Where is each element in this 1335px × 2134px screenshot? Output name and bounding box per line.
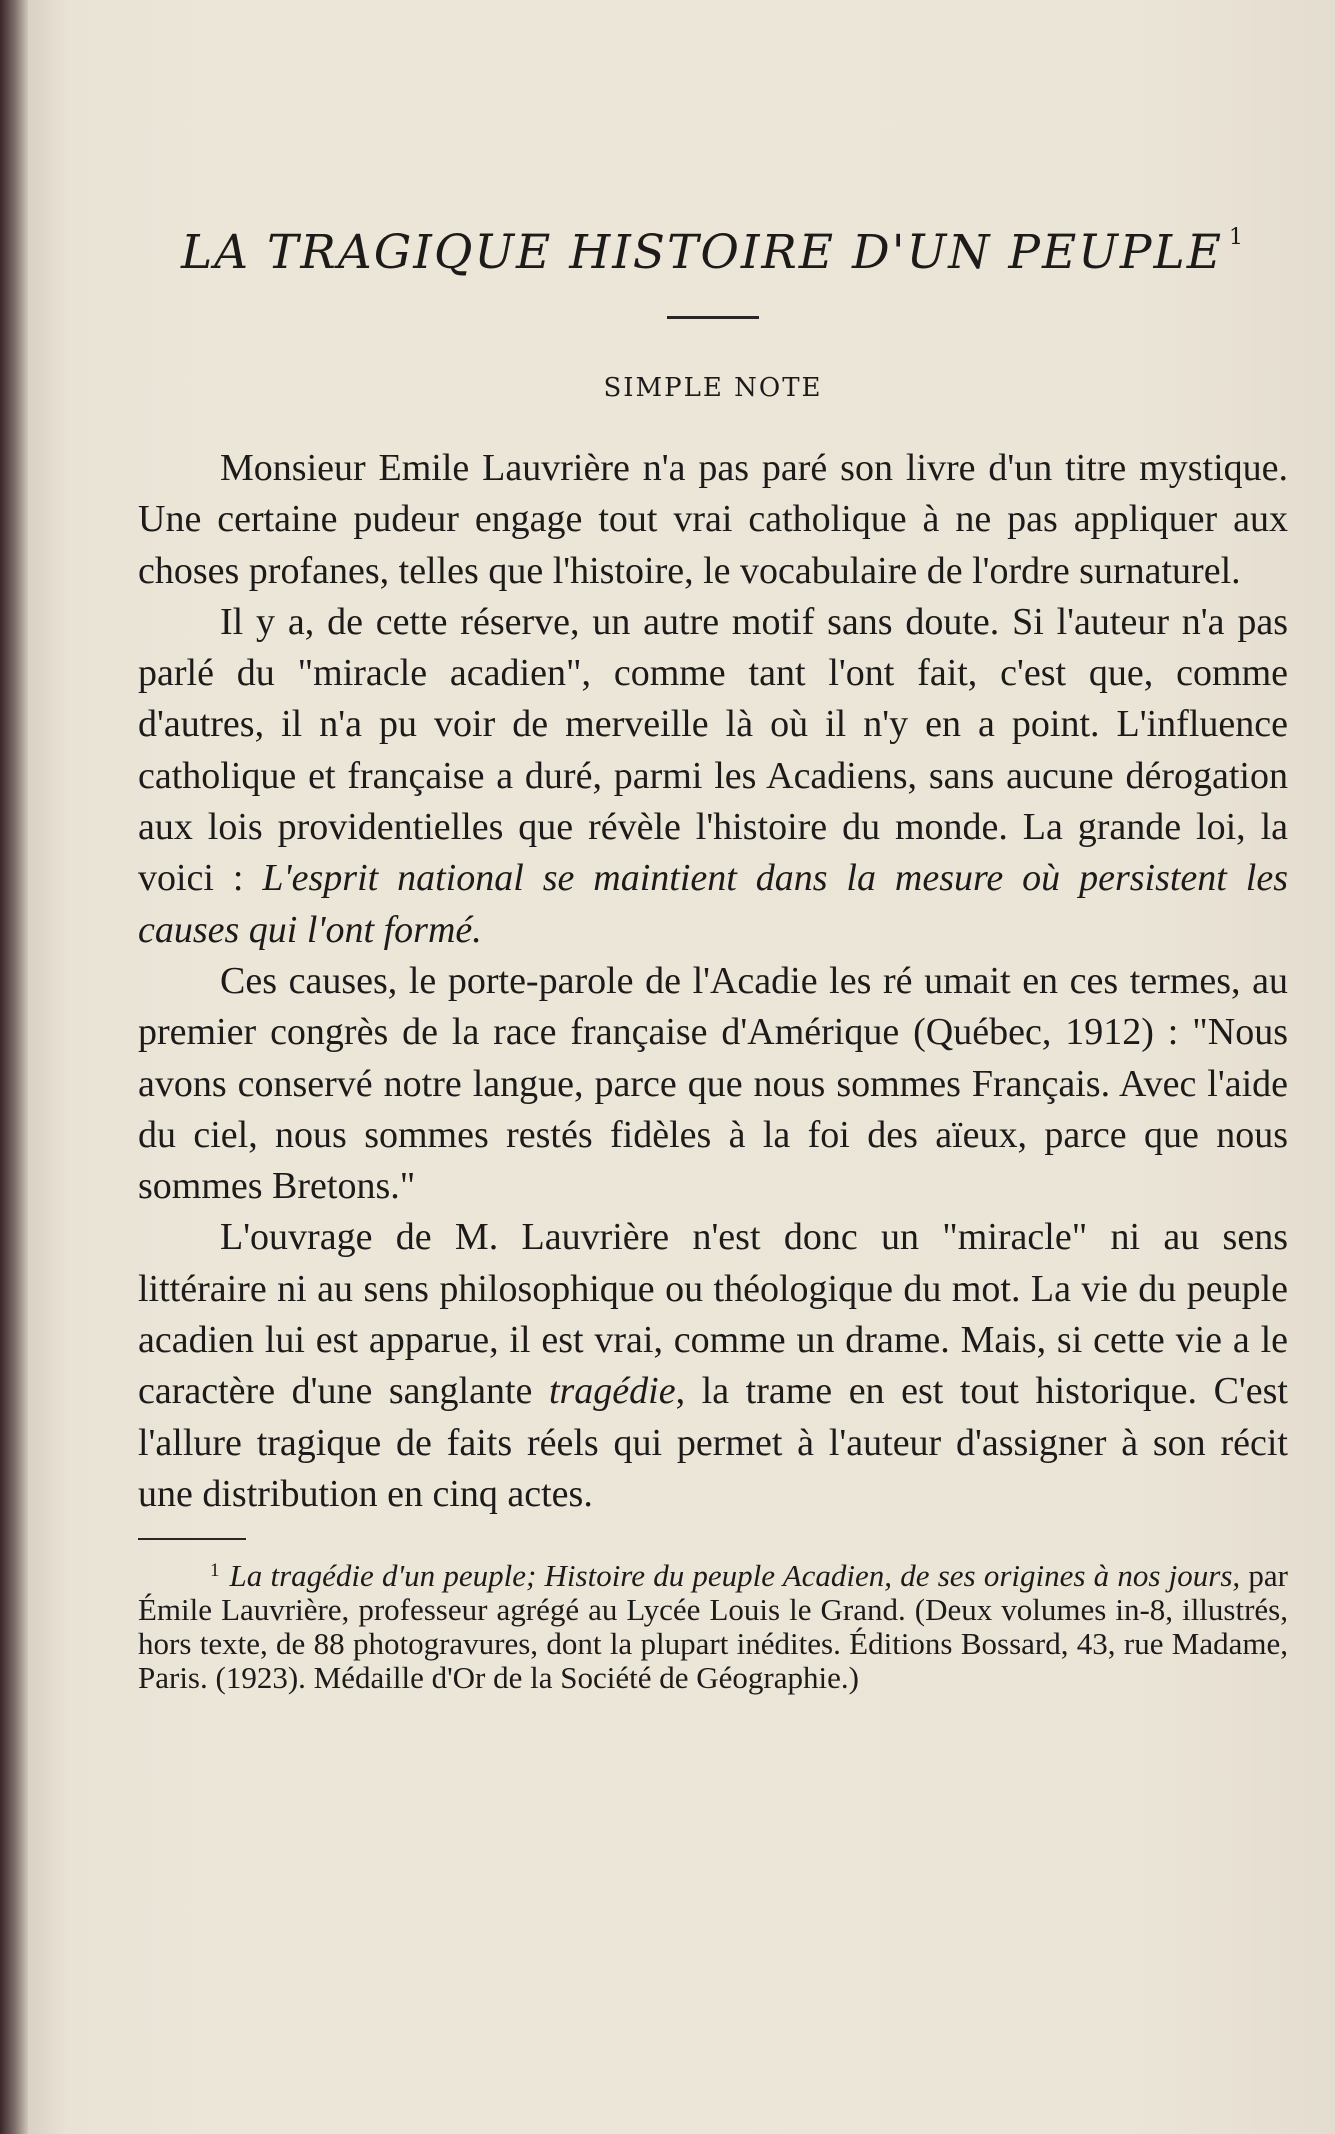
paragraph-4-text-end: , la trame en est tout historique. C'est l'allure tragique de faits réels qui permet à l'auteur d'assigner à son récit une distribution en cinq actes. [138, 1370, 1288, 1515]
title-divider [667, 316, 759, 319]
paragraph-4 [138, 1212, 1288, 1520]
book-spine-shadow [0, 0, 28, 2134]
footnote [138, 1554, 1288, 1695]
paragraph-2-text: Il y a, de cette réserve, un autre motif sans doute. Si l'auteur n'a pas parlé du "miracle acadien", comme tant l'ont fait, c'est que, comme d'autres, il n'a pu voir de merveille là où il n'y en a point. L'influence catholique et française a duré, parmi les Acadiens, sans aucune dérogation aux lois providentielles que révèle l'histoire du monde. La grande loi, la voici : [138, 600, 1288, 900]
chapter-title-text: LA TRAGIQUE HISTOIRE D'UN PEUPLE [180, 225, 1224, 280]
paragraph-3-text: Ces causes, le porte-parole de l'Acadie les ré umait en ces termes, au premier congrès de la race française d'Amérique (Québec, 1912) : "Nous avons conservé notre langue, parce que nous sommes Français. Avec l'aide du ciel, nous sommes restés fidèles à la foi des aïeux, parce que nous sommes Bretons." [138, 959, 1288, 1208]
section-subtitle: SIMPLE NOTE [603, 373, 823, 403]
footnote-marker: 1 [210, 1560, 220, 1582]
paragraph-1-text: Monsieur Emile Lauvrière n'a pas paré son livre d'un titre mystique. Une certaine pudeur engage tout vrai catholique à ne pas appliquer aux choses profanes, telles que l'histoire, le vocabulaire de l'ordre surnaturel. [138, 447, 1288, 592]
paragraph-4-text: L'ouvrage de M. Lauvrière n'est donc un "miracle" ni au sens littéraire ni au sens philosophique ou théologique du mot. La vie du peuple acadien lui est apparue, il est vrai, comme un drame. Mais, si cette vie a le caractère d'une sanglante [138, 1216, 1288, 1413]
paragraph-3 [138, 956, 1288, 1212]
page-content [138, 225, 1288, 1695]
book-page [28, 0, 1335, 2134]
paragraph-2 [138, 597, 1288, 956]
footnote-italic: La tragédie d'un peuple; Histoire du peuple Acadien, de ses origines à nos jours, [229, 1558, 1241, 1594]
chapter-title [138, 225, 1288, 280]
body-text [138, 443, 1288, 1520]
paragraph-1 [138, 443, 1288, 597]
paragraph-2-italic: L'esprit national se maintient dans la mesure où persistent les causes qui l'ont formé. [138, 857, 1288, 951]
footnote-text: par Émile Lauvrière, professeur agrégé au Lycée Louis le Grand. (Deux volumes in-8, illustrés, hors texte, de 88 photogravures, dont la plupart inédites. Éditions Bossard, 43, rue Madame, Paris. (1923). Médaille d'Or de la Société de Géographie.) [138, 1558, 1288, 1696]
footnote-divider [138, 1538, 246, 1540]
title-footnote-marker: 1 [1229, 225, 1246, 250]
paragraph-4-italic: tragédie [548, 1370, 676, 1413]
